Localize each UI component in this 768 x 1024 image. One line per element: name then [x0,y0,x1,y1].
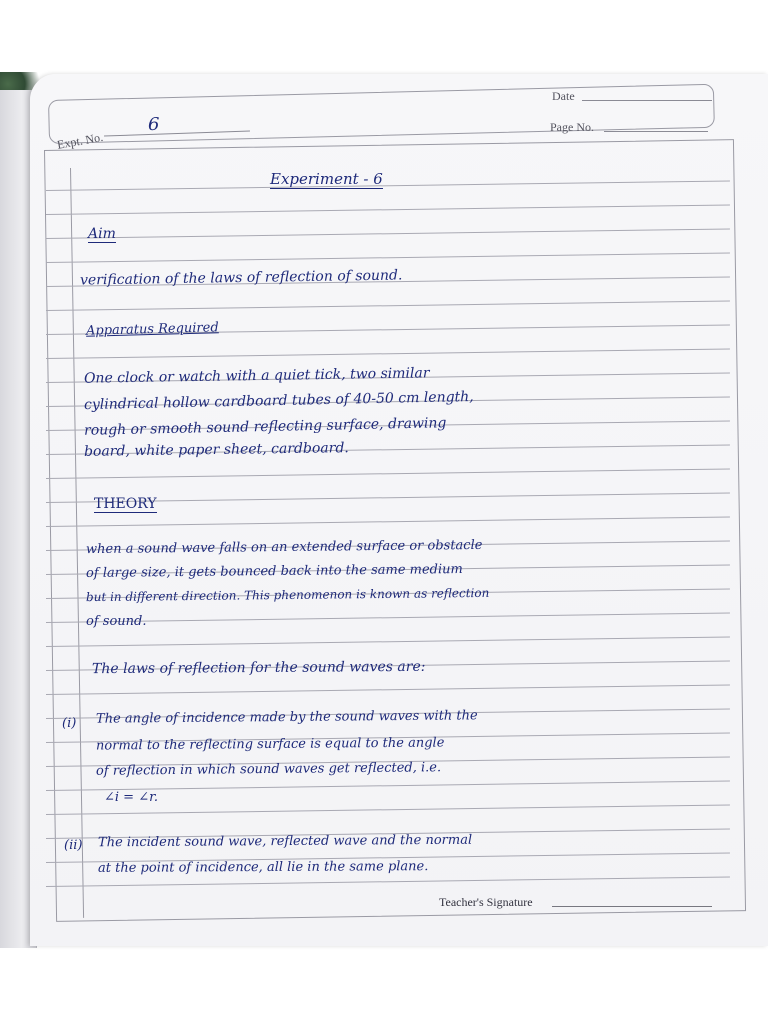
law-1-line-2: normal to the reflecting surface is equal to the angle [95,735,445,754]
backdrop-bottom [0,945,768,1024]
apparatus-line-1: One clock or watch with a quiet tick, two similar [83,365,430,387]
laws-intro: The laws of reflection for the sound waves are: [91,658,426,678]
law-1-number: (i) [62,716,77,731]
theory-line-3: but in different direction. This phenomenon is known as reflection [85,585,490,605]
law-1-line-3: of reflection in which sound waves get reflected, i.e. [95,760,442,779]
backdrop [0,0,768,80]
date-line [582,100,712,101]
theory-heading: THEORY [94,496,157,512]
page-title: Experiment - 6 [270,170,383,188]
expt-value: 6 [148,114,160,135]
teachers-signature-label: Teacher's Signature [439,895,533,909]
apparatus-heading: Apparatus Required [85,320,219,339]
page-label: Page No. [550,120,594,134]
date-label: Date [552,89,575,103]
signature-line [552,906,712,907]
law-2-number: (ii) [64,838,83,853]
law-1-line-4: ∠i = ∠r. [104,790,159,805]
page-line [604,131,708,132]
theory-line-1: when a sound wave falls on an extended surface or obstacle [85,537,483,558]
apparatus-line-3: rough or smooth sound reflecting surface, drawing [83,415,447,439]
law-1-line-1: The angle of incidence made by the sound waves with the [95,708,478,727]
apparatus-line-2: cylindrical hollow cardboard tubes of 40-50 cm length, [83,388,474,414]
theory-line-2: of large size, it gets bounced back into the same medium [85,562,463,581]
aim-heading: Aim [88,226,116,242]
law-2-line-2: at the point of incidence, all lie in the same plane. [97,859,429,876]
theory-line-4: of sound. [86,614,147,629]
aim-text: verification of the laws of reflection of sound. [79,267,403,289]
apparatus-line-4: board, white paper sheet, cardboard. [83,440,349,460]
law-2-line-1: The incident sound wave, reflected wave and the normal [97,832,473,851]
expt-label: Expt. No. [56,129,105,152]
